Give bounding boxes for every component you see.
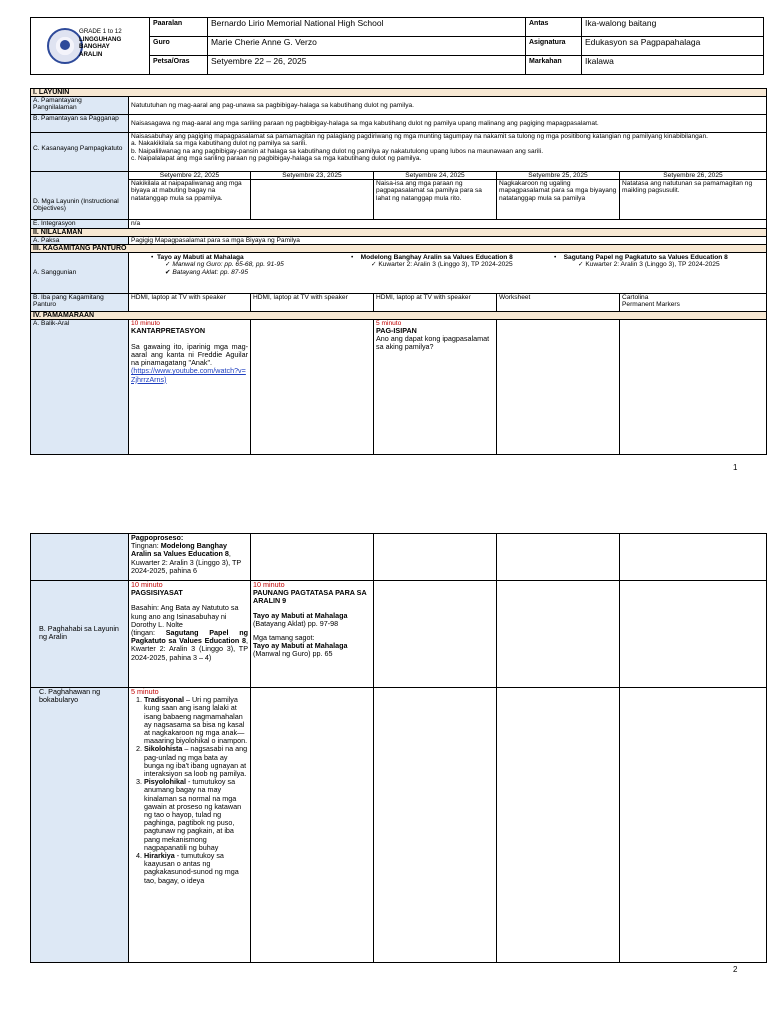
- bokabularyo-day1: 5 minuto 1. Tradisyonal – Uri ng pamilya kung saan ang isang lalaki at isang babaeng nagmamahalan ay nagsasama sa bisa ng kasal at nagkakaroon ng mga anak—maaaring biyolohikal o inampon. 2. Sikolohista – nagsasabi na ang pag-unlad ng mga bata ay bunga ng iba't ibang ugnayan at interaksiyon sa loob ng pamilya. 3. Pisyolohikal - tumutukoy sa anumang bagay na may kinalaman sa normal na mga gawain at proseso ng katawan ng tao o hayop, tulad ng paghinga, pagtibok ng puso, pagtunaw ng pagkain, at iba pang mekanismong nagpapanatili ng buhay 4. Hirarkiya - tumutukoy sa kaayusan o antas ng pagkakasunod-sunod ng mga tao, bagay, o ideya: [128, 687, 251, 963]
- value-antas: Ika-walong baitang: [581, 18, 763, 37]
- day-header: Setyembre 23, 2025: [250, 171, 374, 180]
- objective-day3: Naisa-isa ang mga paraan ng pagpapasalamat sa pamilya para sa lahat ng natanggap mula rito.: [373, 179, 497, 220]
- list-item: 2. Sikolohista – nagsasabi na ang pag-unlad ng mga bata ay bunga ng iba't ibang ugnayan at interaksiyon sa loob ng pamilya.: [144, 745, 248, 778]
- day-header: Setyembre 26, 2025: [619, 171, 767, 180]
- value-guro: Marie Cherie Anne G. Verzo: [207, 37, 525, 56]
- value-pamantayang-pangnilalaman: Natututuhan ng mag-aaral ang pag-unawa sa pagbibigay-halaga sa kabutihang dulot ng pamilya.: [128, 96, 767, 115]
- label-kasanayang-pampagkatuto: C. Kasanayang Pampagkatuto: [30, 132, 129, 172]
- label-balik-aral: A. Balik-Aral: [30, 319, 129, 455]
- label-markahan: Markahan: [525, 56, 581, 74]
- value-kasanayang-pampagkatuto: Naisasabuhay ang pagiging mapagpasalamat sa pamamagitan ng palagiang pagdiriwang ng mga munting tagumpay na nakamit sa tulong ng mga positibong katangian ng pamilyang kinabibilangan. a. Nakakikilala sa mga kabutihang dulot ng pamilya sa sarili. b. Naipaliliwanag na ang pagbibigay-pansin at halaga sa kabutihang dulot ng pamilya ay nakatutulong upang lubos na maunawaan ang sarili. c. Naipalalapat ang mga sariling paraan ng pagbibigay-halaga sa mga kabutihang dulot ng pamilya.: [128, 132, 767, 172]
- balik-aral-day1: 10 minuto KANTARPRETASYON Sa gawaing ito, iparinig mga mag-aaral ang kanta ni Freddie Aguilar na pinamagatang "Anak". (https://www.youtube.com/watch?v=ZjhrrzArns): [128, 319, 251, 455]
- label-asignatura: Asignatura: [525, 37, 581, 56]
- bullet-icon: •: [151, 254, 157, 261]
- check-icon: ✔: [165, 268, 173, 276]
- balik-aral-day5: [619, 319, 767, 455]
- label-guro: Guro: [149, 37, 207, 56]
- section-kagamitan: III. KAGAMITANG PANTURO: [30, 244, 767, 253]
- youtube-link[interactable]: (https://www.youtube.com/watch?v=ZjhrrzArns): [131, 366, 246, 384]
- bokabularyo-day4: [496, 687, 620, 963]
- label-paaralan: Paaralan: [149, 18, 207, 37]
- objective-day2: [250, 179, 374, 220]
- paghahabi-day3: [373, 580, 497, 688]
- vocabulary-list: [131, 696, 248, 885]
- bokabularyo-day3: [373, 687, 497, 963]
- sanggunian-col2: • Modelong Banghay Aralin sa Values Education 8 ✓ Kuwarter 2: Aralin 3 (Linggo 3), TP 2024-2025: [351, 254, 513, 269]
- bullet-icon: •: [554, 254, 564, 261]
- label-integrasyon: E. Integrasyon: [30, 219, 129, 229]
- objective-day5: Natatasa ang natutunan sa pamamagitan ng maikling pagsusulit.: [619, 179, 767, 220]
- section-pamamaraan: IV. PAMAMARAAN: [30, 311, 767, 320]
- list-item: 4. Hirarkiya - tumutukoy sa kaayusan o antas ng pagkakasunod-sunod ng mga tao, bagay, o ideya: [144, 852, 248, 885]
- sanggunian-col3: • Sagutang Papel ng Pagkatuto sa Values Education 8 ✓ Kuwarter 2: Aralin 3 (Linggo 3), TP 2024-2025: [554, 254, 728, 269]
- processing-day5: [619, 533, 767, 581]
- label-paksa: A. Paksa: [30, 236, 129, 245]
- paghahabi-day5: [619, 580, 767, 688]
- paghahabi-day1: 10 minuto PAGSISIYASAT Basahin: Ang Bata ay Natututo sa kung ano ang Isinasabuhay ni Dorothy L. Nolte (tingan: Sagutang Papel ng Pagkatuto sa Values Education 8, Kwarter 2: Aralin 3 (Linggo 3), TP 2024-2025, pahina 3 – 4): [128, 580, 251, 688]
- section-nilalaman: II. NILALAMAN: [30, 228, 767, 237]
- label-petsa: Petsa/Oras: [149, 56, 207, 74]
- label-antas: Antas: [525, 18, 581, 37]
- label-continuation: [30, 533, 129, 581]
- label-pamantayang-pangnilalaman: A. Pamantayang Pangnilalaman: [30, 96, 129, 115]
- objective-day4: Nagkakaroon ng ugaling mapagpasalamat para sa mga biyayang natatanggap mula sa pamilya: [496, 179, 620, 220]
- paghahabi-day4: [496, 580, 620, 688]
- value-pamantayan-pagganap: Naisasagawa ng mag-aaral ang mga sariling paraan ng pagbibigay-halaga sa mga kabutihang dulot ng pamilya upang malinang ang pagiging mapagpasalamat.: [128, 114, 767, 133]
- check-icon: ✓: [165, 261, 173, 269]
- materials-day1: HDMI, laptop at TV with speaker: [128, 293, 251, 312]
- list-item: 3. Pisyolohikal - tumutukoy sa anumang bagay na may kinalaman sa normal na mga gawain at proseso ng katawan ng tao o hayop, tulad ng paghinga, pagtibok ng puso, pagtunaw ng pagkain, at iba pang mekanismong nagpapanatili ng buhay: [144, 778, 248, 852]
- bullet-icon: •: [351, 254, 361, 261]
- objective-day1: Nakikilala at naipapaliwanag ang mga biyaya at mabuting bagay na natatanggap mula sa ppamilya.: [128, 179, 251, 220]
- label-sanggunian: A. Sanggunian: [30, 252, 129, 294]
- materials-day2: HDMI, laptop at TV with speaker: [250, 293, 374, 312]
- materials-day4: Worksheet: [496, 293, 620, 312]
- processing-day4: [496, 533, 620, 581]
- bokabularyo-day5: [619, 687, 767, 963]
- paghahabi-day2: 10 minuto PAUNANG PAGTATASA PARA SA ARALIN 9 Tayo ay Mabuti at Mahalaga (Batayang Aklat) pp. 97-98 Mga tamang sagot: Tayo ay Mabuti at Mahalaga (Manwal ng Guro) pp. 65: [250, 580, 374, 688]
- sanggunian-col1: • Tayo ay Mabuti at Mahalaga ✓ Manwal ng Guro: pp. 65-68, pp. 91-95 ✔ Batayang Aklat: pp. 87-95: [151, 254, 284, 276]
- balik-aral-day2: [250, 319, 374, 455]
- dll-title: GRADE 1 to 12 LINGGUHANG BANGHAY ARALIN: [79, 28, 122, 58]
- balik-aral-day4: [496, 319, 620, 455]
- value-asignatura: Edukasyon sa Pagpapahalaga: [581, 37, 763, 56]
- processing-day1: Pagpoproseso: Tingnan: Modelong Banghay Aralin sa Values Education 8, Kuwarter 2: Aralin 3 (Linggo 3), TP 2024-2025, pahina 6: [128, 533, 251, 581]
- check-icon: ✓: [371, 261, 379, 269]
- deped-seal-icon: [47, 28, 83, 64]
- page-number: 2: [733, 965, 738, 974]
- label-pamantayan-pagganap: B. Pamantayan sa Pagganap: [30, 114, 129, 133]
- day-header: Setyembre 25, 2025: [496, 171, 620, 180]
- label-paghahabi: B. Paghahabi sa Layunin ng Aralin: [30, 580, 129, 688]
- materials-day5: Cartolina Permanent Markers: [619, 293, 767, 312]
- value-sanggunian: [128, 252, 767, 294]
- label-mga-layunin: D. Mga Layunin (Instructional Objectives): [30, 171, 129, 220]
- processing-day3: [373, 533, 497, 581]
- value-paaralan: Bernardo Lirio Memorial National High School: [207, 18, 525, 37]
- day-header: Setyembre 24, 2025: [373, 171, 497, 180]
- check-icon: ✓: [578, 261, 586, 269]
- value-integrasyon: n/a: [128, 219, 767, 229]
- header-table: [30, 17, 764, 75]
- value-markahan: Ikalawa: [581, 56, 763, 74]
- day-header: Setyembre 22, 2025: [128, 171, 251, 180]
- section-layunin: I. LAYUNIN: [30, 88, 767, 97]
- label-iba-pang-kagamitan: B. Iba pang Kagamitang Panturo: [30, 293, 129, 312]
- value-paksa: Pagigig Mapagpasalamat para sa mga Biyaya ng Pamilya: [128, 236, 767, 245]
- value-petsa: Setyembre 22 – 26, 2025: [207, 56, 525, 74]
- balik-aral-day3: 5 minuto PAG-ISIPAN Ano ang dapat kong ipagpasalamat sa aking pamilya?: [373, 319, 497, 455]
- bokabularyo-day2: [250, 687, 374, 963]
- list-item: 1. Tradisyonal – Uri ng pamilya kung saan ang isang lalaki at isang babaeng nagmamahalan ay nagsasama sa bisa ng kasal at nagkakaroon ng mga anak—maaaring biyolohikal o inampon.: [144, 696, 248, 745]
- page-number: 1: [733, 463, 738, 472]
- processing-day2: [250, 533, 374, 581]
- materials-day3: HDMI, laptop at TV with speaker: [373, 293, 497, 312]
- label-bokabularyo: C. Paghahawan ng bokabularyo: [30, 687, 129, 963]
